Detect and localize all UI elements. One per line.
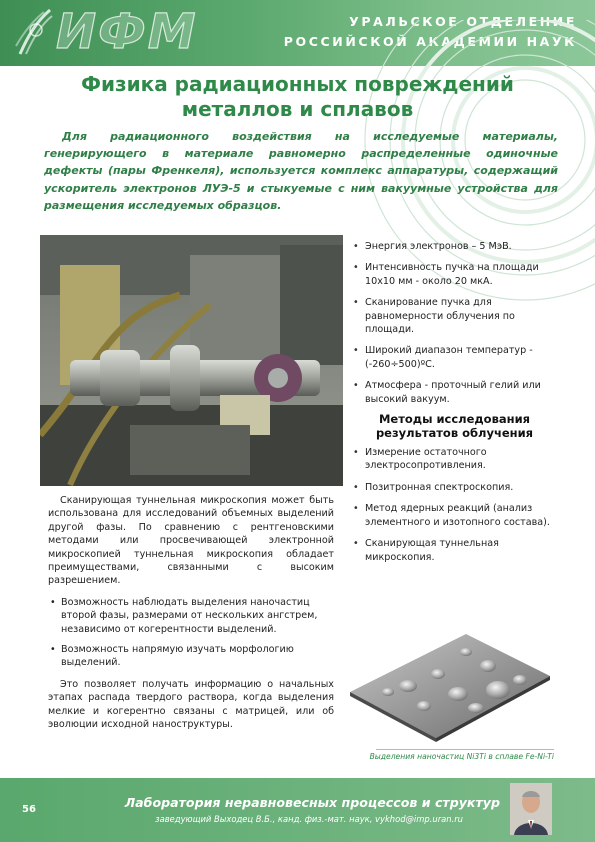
stm-conclusion: Это позволяет получать информацию о начальных этапах распада твердого раствора, когда выделения мелкие и когерентно связаны с матрицей, или об эволюции исходной наноструктуры. (48, 678, 334, 731)
advantage-item: • Возможность наблюдать выделения наночастиц второй фазы, размерами от нескольких ангстрем, независимо от когерентности выделений. (48, 596, 334, 636)
spec-item: • Атмосфера - проточный гелий или высокий вакуум. (352, 379, 557, 406)
methods-heading: Методы исследования результатов облучения (375, 412, 534, 441)
image-caption: Выделения наночастиц Ni3Ti в сплаве Fe-Ni-Ti (369, 752, 554, 761)
caption-rule (376, 749, 554, 750)
specs-column (352, 240, 557, 572)
stm-paragraph: Сканирующая туннельная микроскопия может быть использована для исследований объемных выделений другой фазы. По сравнению с рентгеновскими методами или просвечивающей электронной микроскопией туннельная микроскопия обладает преимуществами, связанными с высоким разрешением. (48, 495, 334, 587)
logo-emblem-icon (14, 6, 54, 58)
page-footer (0, 778, 595, 842)
advantage-item: • Возможность напрямую изучать морфологию выделений. (48, 643, 334, 670)
logo-text: ИФМ (56, 4, 198, 60)
spec-item: • Энергия электронов – 5 МэВ. (352, 240, 557, 253)
page-title (0, 72, 595, 122)
method-item: • Измерение остаточного электросопротивления. (352, 446, 557, 473)
accelerator-photo (40, 235, 343, 486)
page-number: 56 (22, 804, 36, 815)
org-line-1: УРАЛЬСКОЕ ОТДЕЛЕНИЕ (349, 14, 577, 29)
stm-advantages-list (48, 596, 334, 670)
lab-head: заведующий Выходец В.Б., канд. физ.-мат. наук, vykhod@imp.uran.ru (155, 814, 463, 824)
method-item: • Позитронная спектроскопия. (352, 481, 557, 494)
spec-item: • Широкий диапазон температур - (-260÷500)ºС. (352, 344, 557, 371)
method-item: • Сканирующая туннельная микроскопия. (352, 537, 557, 564)
method-item: • Метод ядерных реакций (анализ элементного и изотопного состава). (352, 502, 557, 529)
nanoparticle-surface-image (348, 604, 552, 742)
title-line-1: Физика радиационных повреждений (81, 72, 514, 96)
page-header (0, 0, 595, 66)
stm-surface-image (348, 604, 552, 742)
person-photo-icon (510, 783, 552, 835)
spec-item: • Интенсивность пучка на площади 10х10 мм - около 20 мкА. (352, 261, 557, 288)
institute-logo (14, 6, 198, 58)
lab-name: Лаборатория неравновесных процессов и структур (124, 795, 500, 810)
methods-list (352, 446, 557, 564)
head-portrait (510, 783, 552, 835)
specs-list (352, 240, 557, 406)
lab-equipment-image (40, 235, 343, 486)
stm-description (48, 494, 334, 732)
org-line-2: РОССИЙСКОЙ АКАДЕМИИ НАУК (283, 34, 577, 49)
organization-name (284, 12, 577, 52)
spec-item: • Сканирование пучка для равномерности облучения по площади. (352, 296, 557, 336)
title-line-2: металлов и сплавов (181, 97, 414, 121)
intro-paragraph: Для радиационного воздействия на исследуемые материалы, генерирующего в материале равномерно распределенные одиночные дефекты (пары Френкеля), используется комплекс аппаратуры, содержащий ускоритель электронов ЛУЭ-5 и стыкуемые с ним вакуумные устройства для размещения исследуемых образцов. (44, 130, 558, 212)
